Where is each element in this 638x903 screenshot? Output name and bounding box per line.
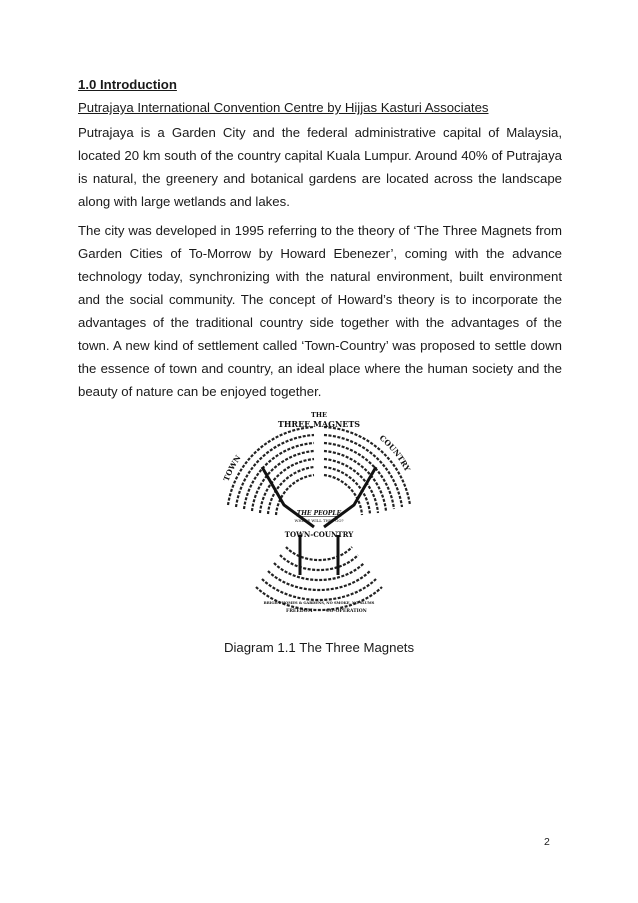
town-magnet-arcs (228, 427, 314, 515)
diagram-label-bright-homes: BRIGHT HOMES & GARDENS, NO SMOKE, NO SLUMS (263, 601, 375, 605)
diagram-label-country: COUNTRY (377, 433, 412, 473)
paragraph-theory: The city was developed in 1995 referring to the theory of ‘The Three Magnets from Garden Cities of To-Morrow by Howard Ebenezer’, coming with the advance technology today, synchronizing with the natural environment, built environment and the social community. The concept of Howard’s theory is to incorporate the advantages of the traditional country side together with the advantages of the town. A new kind of settlement called ‘Town-Country’ was proposed to settle down the essence of town and country, an ideal place where the human society and the beauty of nature can be enjoyed together. (78, 223, 562, 399)
diagram-label-cooperation: CO-OPERATION (326, 609, 367, 614)
diagram-label-town-country: TOWN-COUNTRY (284, 530, 354, 539)
diagram-label-the: THE (311, 411, 327, 419)
diagram-title: THREE MAGNETS (277, 419, 361, 429)
figure-caption: Diagram 1.1 The Three Magnets (223, 640, 415, 655)
section-subheading: Putrajaya International Convention Centre by Hijjas Kasturi Associates (78, 100, 489, 115)
diagram-label-freedom: FREEDOM (286, 609, 313, 614)
diagram-label-where: WHERE WILL THEY GO? (294, 518, 344, 523)
diagram-label-people: THE PEOPLE (296, 510, 342, 517)
country-magnet-arcs (324, 427, 410, 515)
three-magnets-diagram (214, 407, 424, 622)
page-number: 2 (544, 836, 550, 848)
diagram-label-town: TOWN (221, 453, 243, 483)
paragraph-intro: Putrajaya is a Garden City and the federal administrative capital of Malaysia, located 20 km south of the country capital Kuala Lumpur. Around 40% of Putrajaya is natural, the greenery and botanical gardens are located across the landscape along with large wetlands and lakes. (78, 125, 562, 209)
section-heading: 1.0 Introduction (78, 77, 177, 92)
